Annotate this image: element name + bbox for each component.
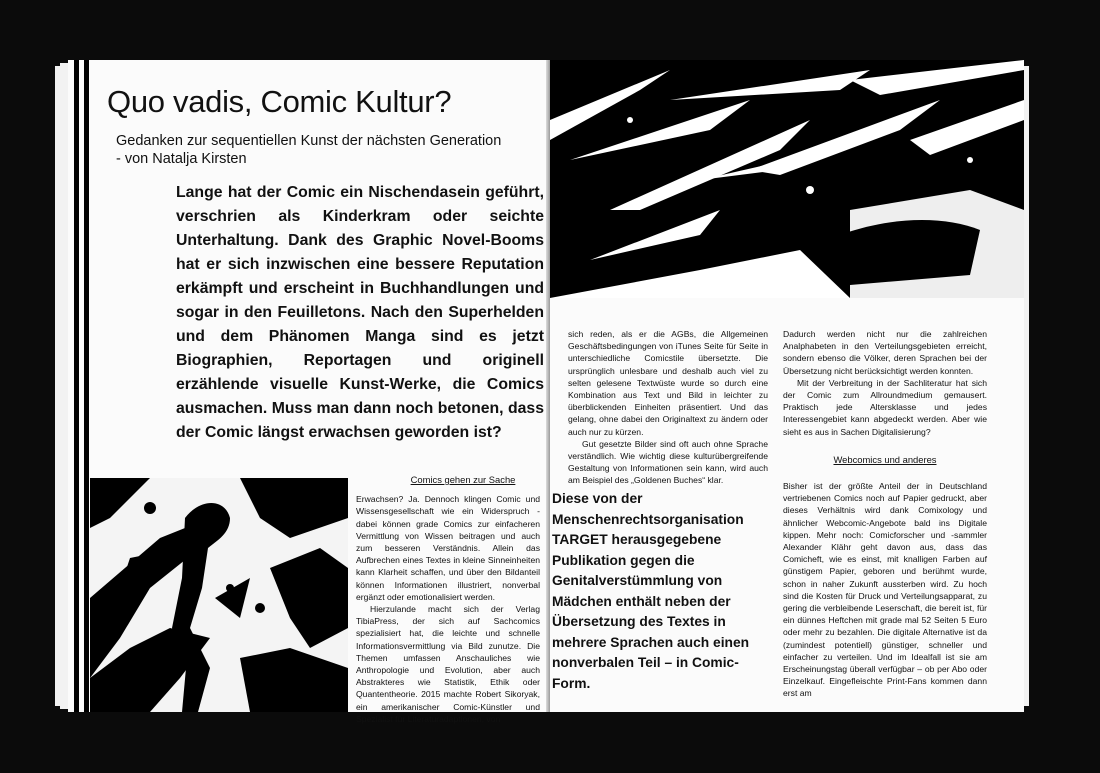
vertical-rule <box>74 60 79 712</box>
section-heading: Webcomics und anderes <box>833 453 937 465</box>
comic-illustration-left <box>90 478 348 712</box>
paragraph: Dadurch werden nicht nur die zahlreichen Analphabeten in den Verteilungsgebieten erreicht, sondern ebenso die Völker, deren Sprachen bei der Übersetzung nicht berücksichtigt werden konnten. <box>783 329 987 376</box>
left-page <box>68 60 550 724</box>
paragraph: sich reden, als er die AGBs, die Allgemeinen Geschäftsbedingungen von iTunes Seite für Seite in unterschiedliche Comicstile übersetzte. Die ursprünglich unlesbare und deshalb auch viel zu selten gelesene Textwüste wurde so durch eine Kombination aus Text und Bild in leichter zu überblickenden Einheiten präsentiert. Und das gelang, ohne dabei den Originaltext zu ändern oder auch nur zu kürzen. <box>568 329 768 437</box>
comic-illustration-top <box>550 60 1024 298</box>
middle-text-column <box>568 328 768 487</box>
ink-storm-icon <box>550 60 1024 298</box>
section-heading: Comics gehen zur Sache <box>410 474 516 485</box>
pull-quote: Diese von der Menschenrechtsorganisation TARGET herausgegebene Publikation gegen die Genitalverstümmlung von Mädchen enthält neben der Übersetzung des Textes in mehrere Sprachen auch einen nonverbalen Teil – in Comic-Form. <box>552 491 750 691</box>
paragraph: Bisher ist der größte Anteil der in Deutschland vertriebenen Comics noch auf Papier gedruckt, aber dieses Verhältnis wird dank Comixology und ähnlicher Webcomic-Angebote bald ins Digitale kippen. Mehr noch: Comicforscher und -sammler Alexander Klähr geht davon aus, dass das Comicheft, wie es einst, mit knalligen Farben auf günstigem Papier, geboren und berühmt wurde, schon in naher Zukunft aussterben wird. Zu hoch sind die Kosten für Druck und Verteilungsapparat, zu gering die verbleibende Leserschaft, die bereit ist, für ein dünnes Heftchen mit grade mal 52 Seiten 5 Euro oder mehr zu bezahlen. Die digitale Alternative ist da (zumindest potentiell) günstiger, schneller und einfacher zu verteilen. Und im Idealfall ist sie am Erscheinungstag überall verfügbar – ob per Abo oder Einzelkauf. Eingefleischte Print-Fans kommen dann erst am <box>783 481 987 699</box>
vertical-rule <box>84 60 89 712</box>
paragraph: Gut gesetzte Bilder sind oft auch ohne Sprache verständlich. Wie wichtig diese kulturübergreifende Gestaltung von Informationen sein kann, wird auch am Beispiel des „Goldenen Buches“ klar. <box>568 438 768 486</box>
subtitle-line: Gedanken zur sequentiellen Kunst der nächsten Generation <box>116 133 502 149</box>
paragraph: Mit der Verbreitung in der Sachliteratur hat sich der Comic zum Allroundmedium gemausert. Praktisch jede Altersklasse und jedes Interessengebiet kann abgedeckt werden. Aber wie sieht es aus in Sachen Digitalisierung? <box>783 377 987 437</box>
left-text-column <box>356 474 540 725</box>
paragraph: Hierzulande macht sich der Verlag TibiaPress, der sich auf Sachcomics spezialisiert hat, die leichte und schnelle Informationsvermittlung via Bild zunutze. Die Themen umfassen Anschauliches wie Anthropologie und Evolution, aber auch Abstrakteres wie Statistik, Ethik oder Quantentheorie. 2015 machte Robert Sikoryak, ein amerikanischer Comic-Künstler und Spezialist für Literaturadaptionen, von <box>356 604 540 724</box>
ink-figure-icon <box>90 478 348 712</box>
right-text-column <box>783 328 987 700</box>
lead-paragraph: Lange hat der Comic ein Nischendasein geführt, verschrien als Kinderkram oder seichte Unterhaltung. Dank des Graphic Novel-Booms hat er sich inzwischen eine bessere Reputation erkämpft und erscheint in Buchhandlungen und sogar in den Feuilletons. Nach den Superhelden und dem Phänomen Manga sind es jetzt Biographien, Reportagen und originell erzählende visuelle Kunst-Werke, die Comics ausmachen. Muss man dann noch betonen, dass der Comic längst erwachsen geworden ist? <box>176 184 544 441</box>
author-line: - von Natalja Kirsten <box>116 151 247 167</box>
article-subtitle <box>116 132 501 168</box>
paragraph: Erwachsen? Ja. Dennoch klingen Comic und Wissensgesellschaft wie ein Widerspruch - dabei können grade Comics zur einfacheren Vermittlung von Wissen beitragen und auch zum besseren Verständnis. Allein das Aufbrechen eines Textes in kleine Sinneinheiten kann Klarheit schaffen, und über den Bildanteil können Informationen illustriert, nonverbal ergänzt oder emotionalisiert werden. <box>356 494 540 602</box>
article-title: Quo vadis, Comic Kultur? <box>107 84 452 119</box>
right-page <box>550 60 1024 712</box>
